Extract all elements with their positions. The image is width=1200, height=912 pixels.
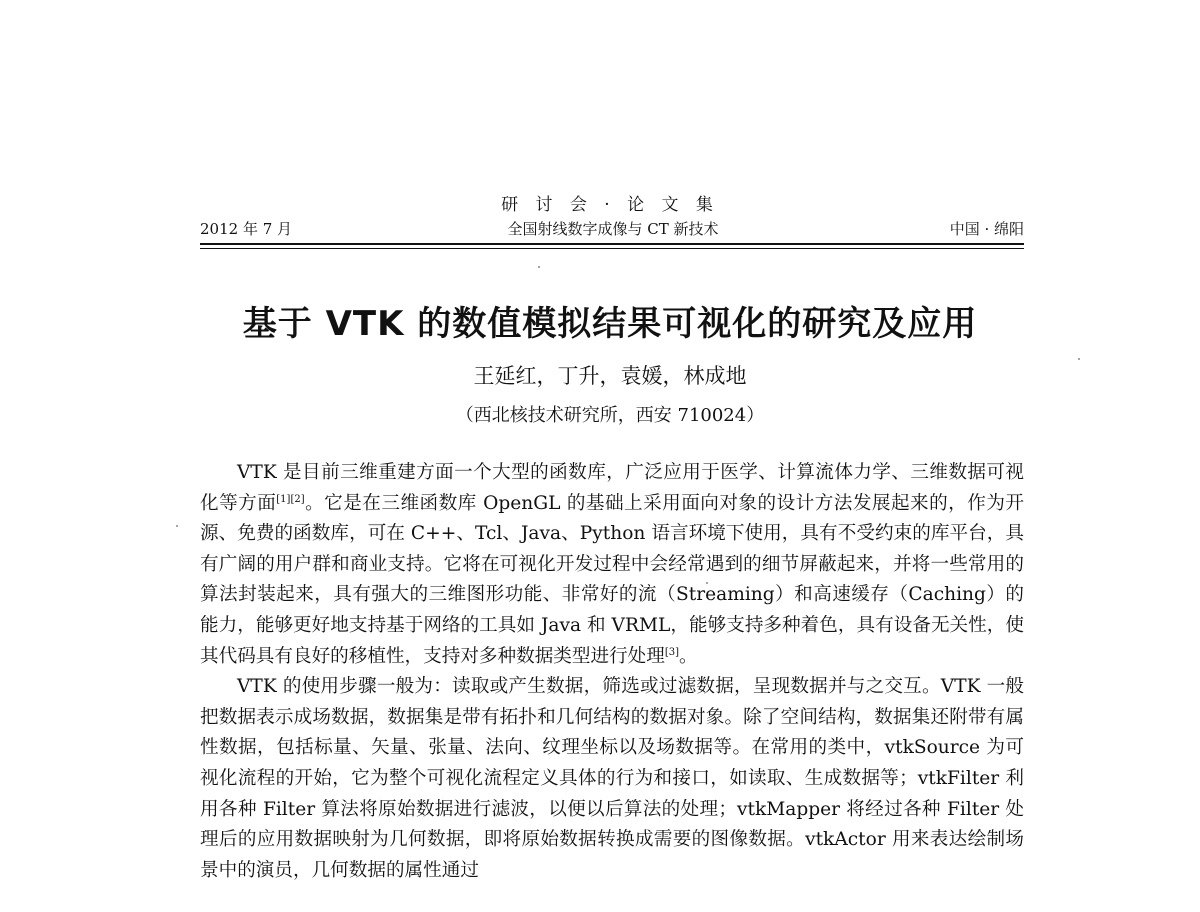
paragraph-1-text-c: 。 [679,645,698,667]
scan-speck [706,582,708,584]
running-header-series: 研 讨 会 · 论 文 集 [501,195,719,215]
scan-speck [176,525,178,527]
running-header-location: 中国 · 绵阳 [949,220,1024,238]
article-body [200,458,1024,886]
paragraph-1-text-a: VTK 是目前三维重建方面一个大型的函数库，广泛应用于医学、计算流体力学、三维数据可视化等方面 [200,462,1024,514]
running-header-conference: 全国射线数字成像与 CT 新技术 [507,220,719,238]
body-paragraph-2: VTK 的使用步骤一般为：读取或产生数据，筛选或过滤数据，呈现数据并与之交互。VTK 一般把数据表示成场数据，数据集是带有拓扑和几何结构的数据对象。除了空间结构，数据集还附带有属性数据，包括标量、矢量、张量、法向、纹理坐标以及场数据等。在常用的类中，vtkSource 为可视化流程的开始，它为整个可视化流程定义具体的行为和接口，如读取、生成数据等；vtkFilter 利用各种 Filter 算法将原始数据进行滤波，以便以后算法的处理；vtkMapper 将经过各种 Filter 处理后的应用数据映射为几何数据，即将原始数据转换成需要的图像数据。vtkActor 用来表达绘制场景中的演员，几何数据的属性通过 [200,676,1024,881]
citation-ref-3: [3] [664,646,680,658]
article-affiliation: （西北核技术研究所，西安 710024） [455,405,765,426]
citation-ref-1-2: [1][2] [276,493,305,505]
running-header-date: 2012 年 7 月 [200,220,293,238]
header-rule-thin [200,248,1024,249]
paragraph-1-text-b: 。它是在三维函数库 OpenGL 的基础上采用面向对象的设计方法发展起来的，作为开源、免费的函数库，可在 C++、Tcl、Java、Python 语言环境下使用，具有不受约束的库平台，具有广阔的用户群和商业支持。它将在可视化开发过程中会经常遇到的细节屏蔽起来，并将一些常用的算法封装起来，具有强大的三维图形功能、非常好的流（Streaming）和高速缓存（Caching）的能力，能够更好地支持基于网络的工具如 Java 和 VRML，能够支持多种着色，具有设备无关性，使其代码具有良好的移植性，支持对多种数据类型进行处理 [200,492,1024,667]
article-title: 基于 VTK 的数值模拟结果可视化的研究及应用 [242,304,978,344]
article-authors: 王延红，丁升，袁媛，林成地 [473,364,747,388]
header-rule-thick [200,243,1024,245]
scan-speck [1078,358,1080,360]
scan-speck [538,266,540,268]
body-paragraph-1 [200,458,1024,672]
